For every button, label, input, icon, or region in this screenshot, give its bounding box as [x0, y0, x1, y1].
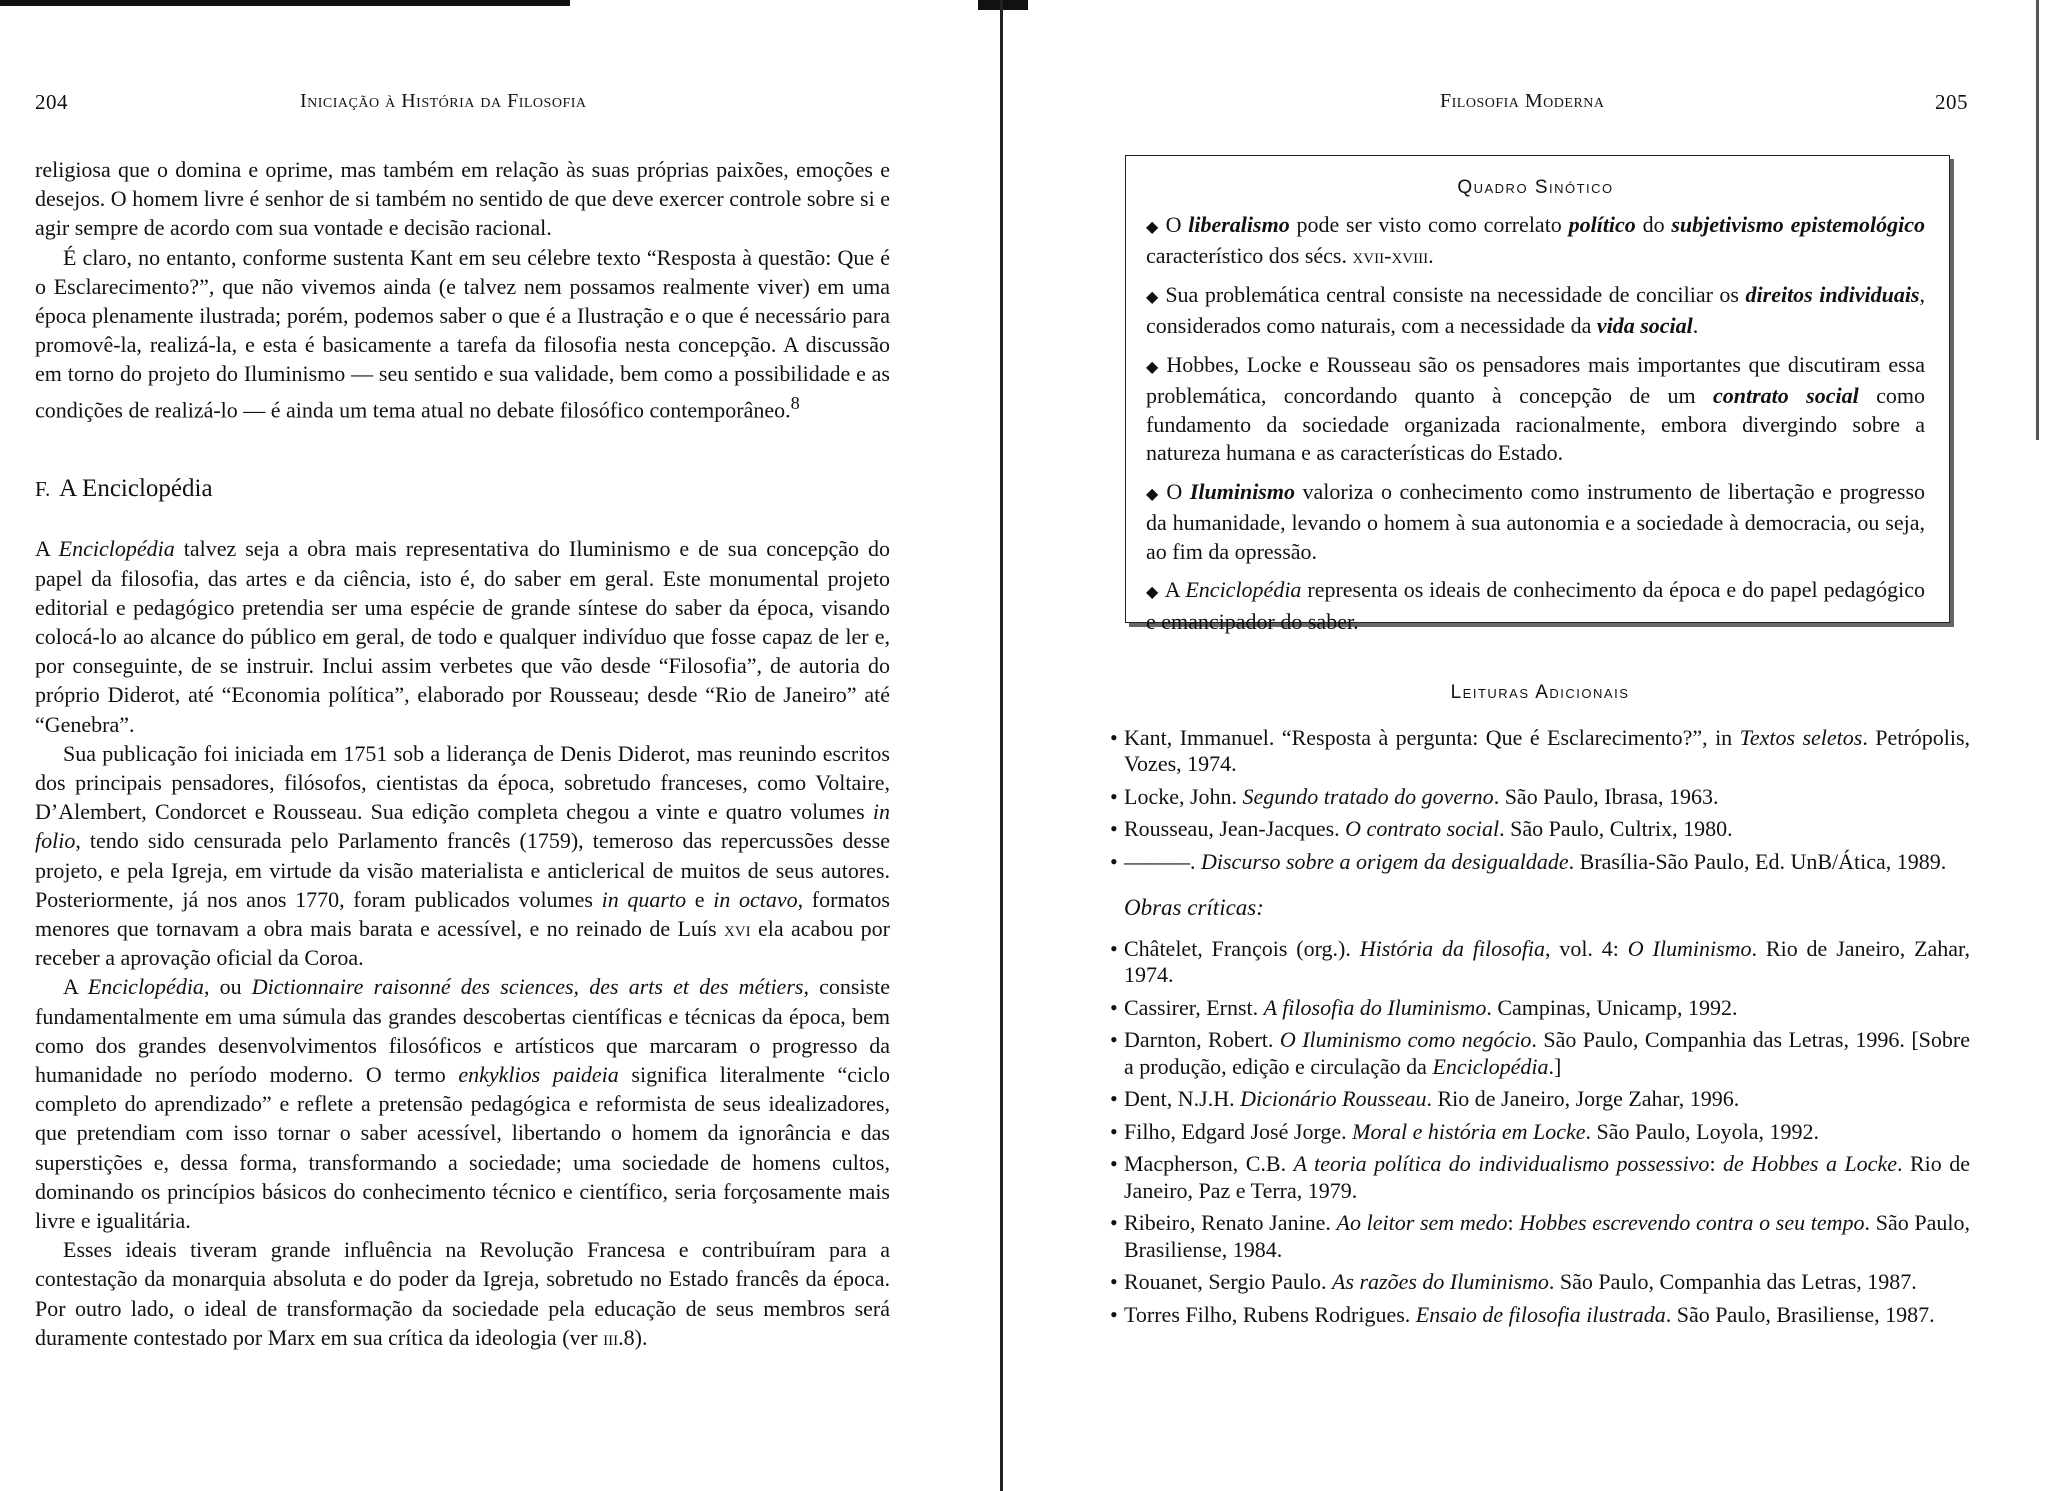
text-run: vida social — [1596, 313, 1693, 338]
text-run: característico dos sécs. — [1146, 243, 1353, 268]
text-run: Darnton, Robert. — [1124, 1027, 1280, 1052]
reference-item — [1110, 816, 1970, 843]
text-run: As razões do Iluminismo — [1331, 1269, 1549, 1294]
obras-criticas-heading: Obras críticas: — [1124, 895, 1264, 920]
text-run: O Iluminismo — [1627, 935, 1752, 961]
paragraph — [35, 534, 890, 738]
text-run: , formatos menores que tornavam a obra mais barata e acessível, e no reinado de Luís — [35, 886, 890, 941]
text-run: significa literalmente “ciclo completo do aprendizado” e reflete a pretensão pedagógica e reformista de seus idealizadores, que pretendiam com isso tornar o saber acessível, libertando o homem da ignorância e das superstições e, dessa forma, transformando a sociedade; uma sociedade de homens cultos, dominando os princípios básicos do conhecimento técnico e científico, seria forçosamente mais livre e igualitária. — [35, 1062, 890, 1234]
book-spine-top — [978, 0, 1028, 10]
text-run: Dicionário Rousseau — [1240, 1086, 1427, 1111]
text-run: Hobbes escrevendo contra o seu tempo — [1519, 1210, 1865, 1235]
scan-top-edge — [0, 0, 570, 6]
text-run: como fundamento da sociedade organizada racionalmente, embora divergindo sobre a natureza humana e as características do Estado. — [1146, 383, 1925, 465]
text-run: talvez seja a obra mais representativa do Iluminismo e de sua concepção do papel da filosofia, das artes e da ciência, isto é, do saber em geral. Este monumental projeto editorial e pedagógico pretendia ser uma espécie de grande síntese do saber da época, visando colocá-lo ao alcance do público em geral, de todo e qualquer indivíduo que fosse capaz de ler e, por conseguinte, de se instruir. Inclui assim verbetes que vão desde “Filosofia”, de autoria do próprio Diderot, até “Economia política”, elaborado por Rousseau; desde “Rio de Janeiro” até “Genebra”. — [35, 536, 890, 737]
reference-item — [1110, 784, 1970, 811]
text-run: . — [1692, 313, 1699, 338]
bullet-icon: • — [1110, 1210, 1118, 1235]
page-edge — [2036, 0, 2039, 440]
bullet-icon: • — [1110, 935, 1118, 961]
text-run: . Brasília-São Paulo, Ed. UnB/Ática, 1989. — [1568, 848, 1947, 874]
text-run: ela acabou por receber a aprovação oficial da Coroa. — [35, 916, 890, 971]
text-run: xvii-xviii — [1352, 243, 1429, 268]
text-run: O contrato social — [1345, 816, 1500, 841]
text-run: in octavo — [713, 886, 798, 912]
text-run: de Hobbes a Locke — [1723, 1151, 1897, 1176]
text-run: Cassirer, Ernst. — [1124, 994, 1264, 1020]
text-run: .] — [1548, 1053, 1562, 1079]
bullet-icon: • — [1110, 1027, 1118, 1052]
reference-item — [1110, 1302, 1970, 1329]
text-run: . Campinas, Unicamp, 1992. — [1486, 994, 1738, 1020]
paragraph — [35, 972, 890, 1235]
text-run: História da filosofia — [1359, 935, 1545, 961]
text-run: A — [35, 536, 59, 562]
diamond-bullet-icon: ◆ — [1146, 485, 1161, 503]
bullet-icon: • — [1110, 783, 1118, 809]
bullet-icon: • — [1110, 1269, 1118, 1294]
text-run: Dent, N.J.H. — [1124, 1086, 1241, 1111]
reference-item — [1110, 995, 1970, 1022]
text-run: , considerados como naturais, com a necessidade da — [1146, 281, 1925, 338]
reference-item — [1110, 1210, 1970, 1263]
text-run: Segundo tratado do governo — [1242, 783, 1494, 809]
paragraph — [35, 155, 890, 243]
bullet-icon: • — [1110, 724, 1118, 750]
text-run: Discurso sobre a origem da desigualdade — [1201, 848, 1569, 874]
text-run: Enciclopédia — [87, 974, 204, 1000]
text-run: . São Paulo, Ibrasa, 1963. — [1493, 783, 1719, 809]
text-run: . Rio de Janeiro, Zahar, 1974. — [1124, 935, 1970, 987]
text-run: Locke, John. — [1124, 783, 1243, 809]
footnote-mark: 8 — [790, 392, 800, 413]
text-run: Moral e história em Locke — [1352, 1118, 1586, 1144]
text-run: representa os ideais de conhecimento da época e do papel pedagógico e emancipador do saber. — [1146, 577, 1925, 634]
quadro-item — [1146, 211, 1925, 271]
bullet-icon: • — [1110, 1086, 1118, 1111]
quadro-item — [1146, 576, 1925, 636]
bullet-icon: • — [1110, 994, 1118, 1020]
leituras-title: Leituras Adicionais — [1450, 682, 1630, 703]
reference-item — [1110, 849, 1970, 876]
text-run: Iluminismo — [1189, 478, 1295, 504]
text-run: , ou — [203, 974, 252, 1000]
left-running-head: Iniciação à História da Filosofia — [300, 90, 587, 112]
text-run: subjetivismo epistemológico — [1671, 211, 1925, 237]
bullet-icon: • — [1110, 1301, 1118, 1327]
text-run: . São Paulo, Brasiliense, 1987. — [1665, 1301, 1935, 1327]
text-run: contrato social — [1713, 383, 1859, 408]
text-run: Sua publicação foi iniciada em 1751 sob a liderança de Denis Diderot, mas reunindo escritos dos principais pensadores, filósofos, cientistas da época, sobretudo franceses, como Voltaire, D’Alembert, Condorcet e Rousseau. Sua edição completa chegou a vinte e quatro volumes — [35, 740, 890, 825]
text-run: . Rio de Janeiro, Jorge Zahar, 1996. — [1426, 1086, 1740, 1111]
book-gutter — [1000, 0, 1003, 1491]
text-run: Ribeiro, Renato Janine. — [1124, 1210, 1337, 1235]
bullet-icon: • — [1110, 848, 1118, 874]
text-run: : — [1709, 1151, 1724, 1176]
text-run: Hobbes, Locke e Rousseau são os pensadores mais importantes que discutiram essa problemática, concordando quanto à concepção de um — [1146, 351, 1925, 408]
reference-item — [1110, 1151, 1970, 1204]
text-run: O — [1165, 211, 1189, 237]
bullet-icon: • — [1110, 1151, 1118, 1176]
quadro-item — [1146, 478, 1925, 567]
right-page-number: 205 — [1935, 90, 1968, 114]
reference-item — [1110, 1027, 1970, 1080]
text-run: Filho, Edgard José Jorge. — [1124, 1118, 1353, 1144]
text-run: in folio — [35, 799, 890, 854]
text-run: . São Paulo, Cultrix, 1980. — [1499, 816, 1733, 841]
text-run: Macpherson, C.B. — [1124, 1151, 1294, 1176]
text-run: O — [1166, 478, 1190, 504]
leituras-adicionais — [1110, 680, 1970, 1334]
text-run: : — [1507, 1210, 1520, 1235]
right-running-head: Filosofia Moderna — [1440, 90, 1605, 112]
text-run: Kant, Immanuel. “Resposta à pergunta: Que é Esclarecimento?”, in — [1124, 724, 1740, 750]
bullet-icon: • — [1110, 816, 1118, 841]
text-run: Dictionnaire raisonné des sciences, des arts et des métiers — [251, 974, 804, 1000]
quadro-title: Quadro Sinótico — [1457, 177, 1614, 198]
diamond-bullet-icon: ◆ — [1146, 288, 1160, 306]
text-run: . Rio de Janeiro, Paz e Terra, 1979. — [1124, 1151, 1970, 1203]
text-run: , vol. 4: — [1544, 935, 1628, 961]
text-run: Enciclopédia — [1185, 577, 1302, 602]
text-run: A filosofia do Iluminismo — [1263, 994, 1487, 1020]
text-run: A — [63, 974, 88, 1000]
text-run: Ensaio de filosofia ilustrada — [1415, 1301, 1666, 1327]
diamond-bullet-icon: ◆ — [1146, 218, 1160, 236]
text-run: liberalismo — [1188, 211, 1290, 237]
text-run: Ao leitor sem medo — [1336, 1210, 1508, 1235]
reference-item — [1110, 1269, 1970, 1296]
text-run: Rousseau, Jean-Jacques. — [1124, 816, 1346, 841]
critical-works-list — [1110, 936, 1970, 1329]
paragraph — [35, 1235, 890, 1352]
text-run: Torres Filho, Rubens Rodrigues. — [1124, 1301, 1416, 1327]
quadro-sinotico-box — [1125, 155, 1950, 634]
section-letter: F. — [35, 477, 51, 502]
text-run: xvi — [723, 916, 751, 941]
text-run: Sua problemática central consiste na necessidade de conciliar os — [1165, 281, 1746, 307]
diamond-bullet-icon: ◆ — [1146, 584, 1159, 601]
text-run: A teoria política do individualismo possessivo — [1293, 1151, 1710, 1176]
text-run: , consiste fundamentalmente em uma súmula das grandes descobertas científicas e técnicas da época, bem como dos grandes desenvolvimentos filosóficos e artísticos que marcaram o progresso da humanidade no período moderno. O termo — [35, 974, 891, 1088]
bullet-icon: • — [1110, 1118, 1118, 1144]
text-run: pode ser visto como correlato — [1289, 211, 1569, 237]
text-run: Enciclopédia — [58, 536, 175, 562]
text-run: . São Paulo, Companhia das Letras, 1996. [Sobre a produção, edição e circulação da — [1124, 1027, 1970, 1079]
quadro-item — [1146, 351, 1925, 468]
text-run: e — [686, 886, 714, 912]
text-run: Châtelet, François (org.). — [1124, 935, 1360, 961]
reference-item — [1110, 936, 1970, 989]
left-page-number: 204 — [35, 90, 68, 114]
diamond-bullet-icon: ◆ — [1146, 358, 1161, 376]
text-run: . São Paulo, Companhia das Letras, 1987. — [1548, 1269, 1917, 1294]
reading-list — [1110, 725, 1970, 876]
text-run: in quarto — [601, 886, 687, 912]
section-title: A Enciclopédia — [59, 475, 213, 503]
text-run: . Petrópolis, Vozes, 1974. — [1124, 724, 1971, 776]
paragraph — [35, 243, 890, 425]
text-run: , tendo sido censurada pelo Parlamento francês (1759), temeroso das repercussões desse projeto, e pela Igreja, em virtude da visão materialista e anticlerical de muitos de seus autores. Posteriormente, já nos anos 1770, foram publicados volumes — [35, 828, 890, 912]
reference-item — [1110, 1086, 1970, 1113]
text-run: O Iluminismo como negócio — [1279, 1027, 1532, 1052]
text-run: iii — [603, 1324, 619, 1350]
text-run: religiosa que o domina e oprime, mas também em relação às suas próprias paixões, emoções e desejos. O homem livre é senhor de si também no sentido de que deve exercer controle sobre si e agir sempre de acordo com sua vontade e decisão racional. — [35, 157, 890, 241]
reference-item — [1110, 725, 1970, 778]
text-run: A — [1164, 577, 1186, 602]
text-run: do — [1635, 211, 1672, 237]
text-run: enkyklios paideia — [458, 1062, 619, 1088]
text-run: Enciclopédia — [1432, 1053, 1549, 1079]
text-run: É claro, no entanto, conforme sustenta Kant em seu célebre texto “Resposta à questão: Que é o Esclarecimento?”, que não vivemos ainda (e talvez nem possamos realmente viver) em uma época plenamente ilustrada; porém, podemos saber o que é a Ilustração e o que é necessário para promovê-la, realizá-la, e esta é basicamente a tarefa da filosofia nesta concepção. A discussão em torno do projeto do Iluminismo — seu sentido e sua validade, bem como a possibilidade e as condições de realizá-lo — é ainda um tema atual no debate filosófico contemporâneo. — [35, 244, 890, 422]
text-run: valoriza o conhecimento como instrumento de libertação e progresso da humanidade, levando o homem à sua autonomia e a sociedade à democracia, ou seja, ao fim da opressão. — [1146, 478, 1926, 564]
text-run: Esses ideais tiveram grande influência na Revolução Francesa e contribuíram para a contestação da monarquia absoluta e do poder da Igreja, sobretudo no Estado francês da época. Por outro lado, o ideal de transformação da sociedade pela educação de seus membros será duramente contestado por Marx em sua crítica da ideologia (ver — [35, 1237, 890, 1350]
paragraph — [35, 739, 890, 973]
left-page-body — [35, 155, 890, 1352]
text-run: Rouanet, Sergio Paulo. — [1124, 1269, 1332, 1294]
text-run: . — [1428, 243, 1434, 268]
text-run: . São Paulo, Loyola, 1992. — [1585, 1118, 1819, 1144]
text-run: político — [1568, 211, 1636, 237]
text-run: . São Paulo, Brasiliense, 1984. — [1124, 1210, 1971, 1262]
text-run: Textos seletos — [1739, 724, 1863, 750]
text-run: .8). — [618, 1324, 648, 1350]
text-run: direitos individuais — [1745, 281, 1920, 307]
text-run: ———. — [1124, 848, 1201, 874]
reference-item — [1110, 1119, 1970, 1146]
section-heading — [35, 474, 890, 504]
quadro-item — [1146, 281, 1925, 341]
